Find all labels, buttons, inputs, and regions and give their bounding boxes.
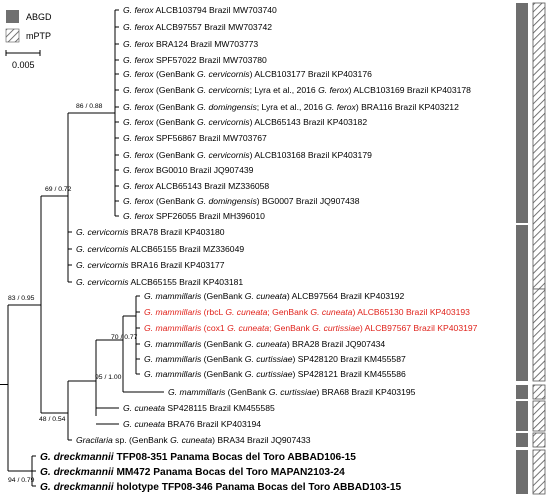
legend-abgd-swatch: [6, 10, 19, 23]
tip-label-bold: G. dreckmannii TFP08-351 Panama Bocas del Toro ABBAD106-15: [40, 452, 356, 463]
species-bar: [533, 3, 545, 289]
legend-mptp-swatch: [6, 29, 19, 42]
species-bar: [533, 433, 545, 447]
species-bar: [516, 225, 528, 289]
legend-abgd-label: ABGD: [26, 12, 52, 22]
tip-label: G. cervicornis ALCB65155 Brazil MZ336049: [76, 244, 245, 254]
legend-mptp-label: mPTP: [26, 31, 52, 41]
legend: [6, 10, 52, 70]
species-bar: [533, 401, 545, 431]
species-bar: [533, 289, 545, 381]
tip-label: G. cervicornis ALCB65155 Brazil KP403181: [76, 277, 244, 287]
support-ferox-clade: 86 / 0.88: [76, 103, 103, 110]
tip-label: G. mammillaris (GenBank G. curtissiae) BRA68 Brazil KP403195: [168, 387, 416, 397]
support-mammillaris-clade: 95 / 1.00: [95, 374, 122, 381]
tip-label: G. ferox (GenBank G. cervicornis) ALCB103177 Brazil KP403176: [123, 69, 372, 79]
tip-labels: [40, 5, 478, 493]
tip-label: G. cervicornis BRA16 Brazil KP403177: [76, 260, 225, 270]
tip-label: G. ferox BRA124 Brazil MW703773: [123, 39, 259, 49]
tip-label: G. ferox SPF57022 Brazil MW703780: [123, 55, 267, 65]
tip-label: G. mammillaris (GenBank G. cuneata) BRA28 Brazil JQ907434: [144, 339, 386, 349]
support-ingroup: 83 / 0.95: [8, 295, 35, 302]
tip-label: G. ferox ALCB103794 Brazil MW703740: [123, 5, 277, 15]
tip-label-highlight: G. mammillaris (rbcL G. cuneata; GenBank G. cuneata) ALCB65130 Brazil KP403193: [144, 307, 470, 317]
support-values: [8, 103, 138, 484]
tip-label-bold: G. dreckmannii holotype TFP08-346 Panama Bocas del Toro ABBAD103-15: [40, 482, 402, 493]
support-mammillaris-core: 70 / 0.77: [111, 334, 138, 341]
species-bar: [516, 289, 528, 381]
tip-label: G. ferox BG0010 Brazil JQ907439: [123, 165, 254, 175]
tip-label: Gracilaria sp. (GenBank G. cuneata) BRA34 Brazil JQ907433: [76, 435, 311, 445]
support-dreckmannii-clade: 94 / 0.79: [8, 477, 35, 484]
species-bar: [516, 385, 528, 399]
tip-label: G. ferox SPF56867 Brazil MW703767: [123, 133, 267, 143]
species-bar: [533, 450, 545, 494]
tip-label: G. ferox SPF26055 Brazil MH396010: [123, 211, 265, 221]
species-bar: [516, 433, 528, 447]
tip-label: G. cuneata SP428115 Brazil KM455585: [123, 403, 275, 413]
mptp-bars: [533, 3, 545, 494]
abgd-bars: [516, 3, 528, 494]
tip-label: G. mammillaris (GenBank G. cuneata) ALCB97564 Brazil KP403192: [144, 291, 405, 301]
tip-label-highlight: G. mammillaris (cox1 G. cuneata; GenBank G. curtissiae) ALCB97567 Brazil KP403197: [144, 323, 478, 333]
species-bar: [533, 385, 545, 399]
species-bar: [516, 450, 528, 494]
species-bar: [516, 3, 528, 223]
support-cuneata-clade: 48 / 0.54: [39, 416, 66, 423]
tip-label: G. ferox (GenBank G. cervicornis; Lyra et al., 2016 G. ferox) ALCB103169 Brazil KP403178: [123, 85, 471, 95]
tip-label: G. ferox (GenBank G. cervicornis) ALCB103168 Brazil KP403179: [123, 150, 372, 160]
scale-bar-label: 0.005: [12, 60, 35, 70]
tip-label: G. mammillaris (GenBank G. curtissiae) SP428120 Brazil KM455587: [144, 354, 406, 364]
tip-label-bold: G. dreckmannii MM472 Panama Bocas del Toro MAPAN2103-24: [40, 467, 345, 478]
tip-label: G. cuneata BRA76 Brazil KP403194: [123, 419, 262, 429]
tip-label: G. ferox (GenBank G. cervicornis) ALCB65143 Brazil KP403182: [123, 117, 368, 127]
tip-label: G. ferox (GenBank G. domingensis) BG0007 Brazil JQ907438: [123, 196, 360, 206]
tip-label: G. ferox ALCB97557 Brazil MW703742: [123, 22, 273, 32]
tip-label: G. ferox (GenBank G. domingensis; Lyra et al., 2016 G. ferox) BRA116 Brazil KP403212: [123, 102, 459, 112]
tip-label: G. cervicornis BRA78 Brazil KP403180: [76, 227, 225, 237]
species-bar: [516, 401, 528, 431]
tip-label: G. mammillaris (GenBank G. curtissiae) SP428121 Brazil KM455586: [144, 369, 406, 379]
support-ferox-cervicornis: 69 / 0.72: [45, 186, 72, 193]
tip-label: G. ferox ALCB65143 Brazil MZ336058: [123, 181, 270, 191]
